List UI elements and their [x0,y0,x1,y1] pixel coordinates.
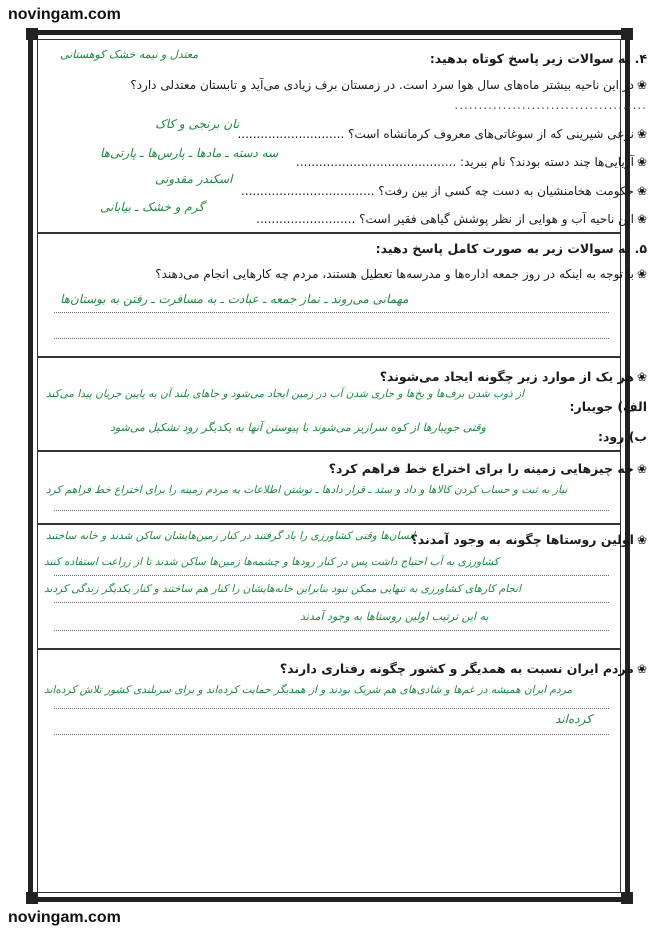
corner-ornament [26,892,38,904]
answer-line [54,338,609,339]
question-4-1: ❀در این ناحیه بیشتر ماه‌های سال هوا سرد است. در زمستان برف زیادی می‌آید و تابستان معتدلی دارد؟ [130,78,647,92]
question-5-1: ❀با توجه به اینکه در روز جمعه اداره‌ها و مدرسه‌ها تعطیل هستند، مردم چه کارهایی انجام می‌دهند؟ [155,267,647,281]
answer-5-2-b: وقتی جویبارها از کوه سرازیر می‌شوند با پیوستن آنها به یکدیگر رود تشکیل می‌شود [110,421,486,434]
bullet-icon: ❀ [636,662,647,676]
bullet-icon: ❀ [636,370,647,384]
corner-ornament [621,28,633,40]
bullet-icon: ❀ [636,155,647,169]
answer-line [54,312,609,313]
answer-4-5: گرم و خشک ـ بیابانی [100,200,205,214]
answer-5-4-line-4: به این ترتیب اولین روستاها به وجود آمدند [300,610,489,623]
bullet-icon: ❀ [636,267,647,281]
corner-ornament [26,28,38,40]
answer-line [54,708,609,709]
answer-line [54,602,609,603]
bullet-icon: ❀ [636,533,647,547]
answer-4-3: سه دسته ـ مادها ـ پارس‌ها ـ پارتی‌ها [100,146,279,160]
answer-5-4-line-1: انسان‌ها وقتی کشاورزی را یاد گرفتند در کنار زمین‌هایشان ساکن شدند و خانه ساختند [46,530,416,542]
site-watermark-bottom: novingam.com [8,909,121,926]
question-4-3: ❀آریایی‌ها چند دسته بودند؟ نام ببرید: .......................................... [296,155,647,169]
question-4-5: ❀این ناحیه آب و هوایی از نظر پوشش گیاهی فقیر است؟ .......................... [256,212,647,226]
section-divider [38,232,620,234]
question-5-2-a-label: الف) جویبار: [569,399,647,414]
question-4-4: ❀حکومت هخامنشیان به دست چه کسی از بین رفت؟ ................................... [240,184,647,198]
section-5-title: ۵. به سوالات زیر به صورت کامل پاسخ دهید: [375,241,647,256]
section-divider [38,523,620,525]
answer-line [54,630,609,631]
bullet-icon: ❀ [636,212,647,226]
question-5-3: ❀چه چیزهایی زمینه را برای اختراع خط فراهم کرد؟ [328,461,647,476]
answer-5-4-line-3: انجام کارهای کشاورزی به تنهایی ممکن نبود بنابراین خانه‌هایشان را کنار هم ساختند و کنار یکدیگر زندگی کردند [44,583,522,595]
answer-4-2: نان برنجی و کاک [155,117,240,131]
answer-5-5-line-1: مردم ایران همیشه در غم‌ها و شادی‌های هم شریک بودند و از همدیگر حمایت کرده‌اند و برای سربلندی کشور تلاش کرده‌اند [44,684,573,696]
question-5-4: ❀اولین روستاها چگونه به وجود آمدند؟ [410,532,647,547]
answer-5-1: مهمانی می‌روند ـ نماز جمعه ـ عبادت ـ به مسافرت ـ رفتن به بوستان‌ها [60,292,409,306]
question-4-1-blank: ........................................ [454,98,647,112]
site-watermark-top: novingam.com [8,6,121,23]
answer-5-5-line-2: کرده‌اند [555,712,592,726]
question-5-2: ❀هر یک از موارد زیر چگونه ایجاد می‌شوند؟ [379,369,647,384]
handwritten-note-climate: معتدل و نیمه خشک کوهستانی [60,48,199,61]
bullet-icon: ❀ [636,184,647,198]
answer-5-3: نیاز به ثبت و حساب کردن کالاها و داد و ستد ـ قرار دادها ـ نوشتن اطلاعات به مردم زمینه را برای اختراع خط فراهم کرد [46,484,568,496]
question-4-2: ❀نوعی شیرینی که از سوغاتی‌های معروف کرمانشاه است؟ ............................ [237,127,647,141]
question-5-5: ❀مردم ایران نسبت به همدیگر و کشور چگونه رفتاری دارند؟ [279,661,647,676]
section-divider [38,450,620,452]
answer-5-4-line-2: کشاورزی به آب احتیاج داشت پس در کنار رودها و چشمه‌ها زمین‌ها ساکن شدند تا از زراعت استفاده کنند [44,556,499,568]
bullet-icon: ❀ [636,127,647,141]
answer-5-2-a: از ذوب شدن برف‌ها و یخ‌ها و جاری شدن آب در زمین ایجاد می‌شود و جاهای بلند آن به پایین جریان پیدا می‌کند [46,388,525,400]
bullet-icon: ❀ [636,78,647,92]
answer-line [54,575,609,576]
question-5-2-b-label: ب) رود: [597,429,647,444]
section-4-title: ۴. به سوالات زیر پاسخ کوتاه بدهید: [429,51,647,66]
bullet-icon: ❀ [636,462,647,476]
corner-ornament [621,892,633,904]
section-divider [38,356,620,358]
answer-line [54,510,609,511]
section-divider [38,648,620,650]
answer-4-4: اسکندر مقدونی [155,172,233,186]
answer-line [54,734,609,735]
